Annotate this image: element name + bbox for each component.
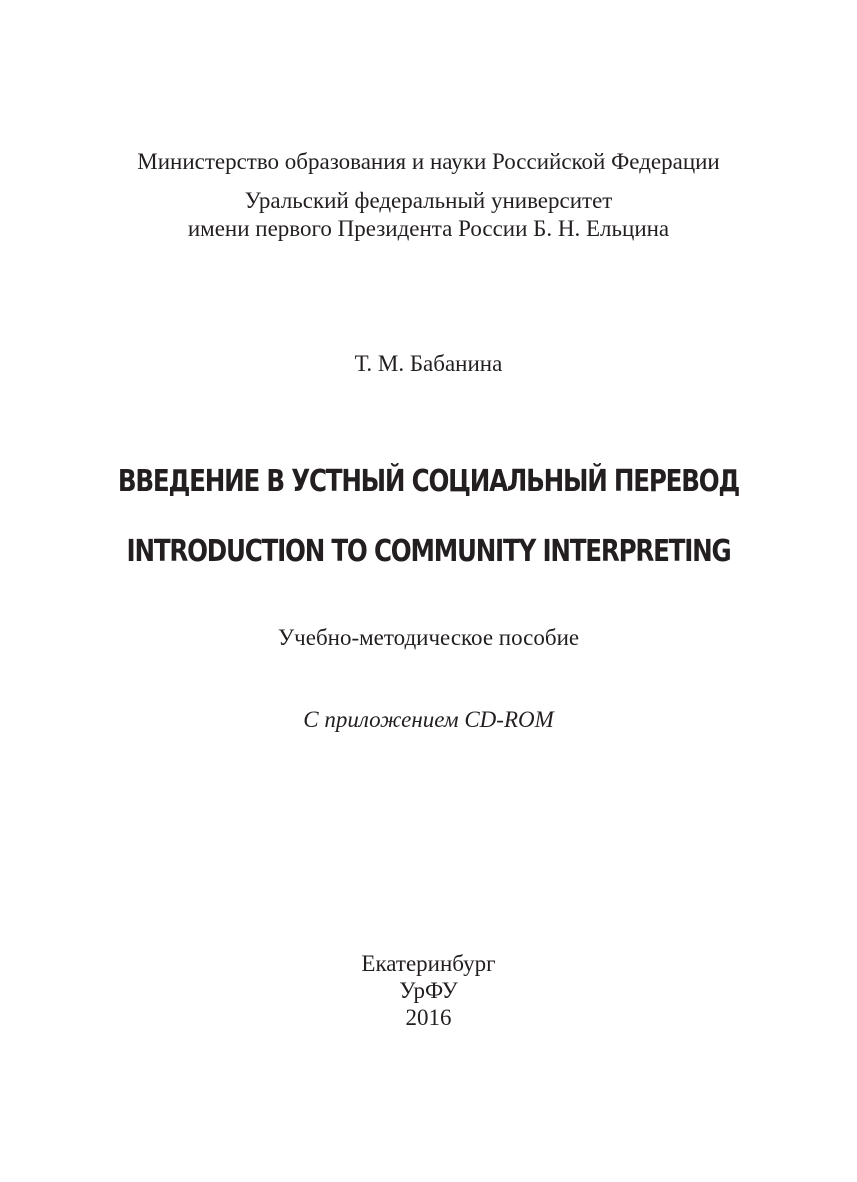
imprint-city: Екатеринбург bbox=[361, 951, 496, 976]
cd-rom-supplement-note: С приложением CD-ROM bbox=[303, 707, 554, 732]
book-title-english: INTRODUCTION TO COMMUNITY INTERPRETING bbox=[126, 534, 731, 569]
university-name-line1: Уральский федеральный университет bbox=[244, 188, 613, 213]
imprint-publisher: УрФУ bbox=[399, 978, 458, 1003]
author-name: Т. М. Бабанина bbox=[354, 351, 503, 376]
ministry-name: Министерство образования и науки Российской Федерации bbox=[137, 149, 720, 174]
university-name-line2: имени первого Президента России Б. Н. Ельцина bbox=[187, 216, 670, 241]
book-subtitle: Учебно-методическое пособие bbox=[277, 625, 580, 650]
imprint-year: 2016 bbox=[405, 1005, 452, 1030]
book-title-russian: ВВЕДЕНИЕ В УСТНЫЙ СОЦИАЛЬНЫЙ ПЕРЕВОД bbox=[117, 464, 740, 499]
